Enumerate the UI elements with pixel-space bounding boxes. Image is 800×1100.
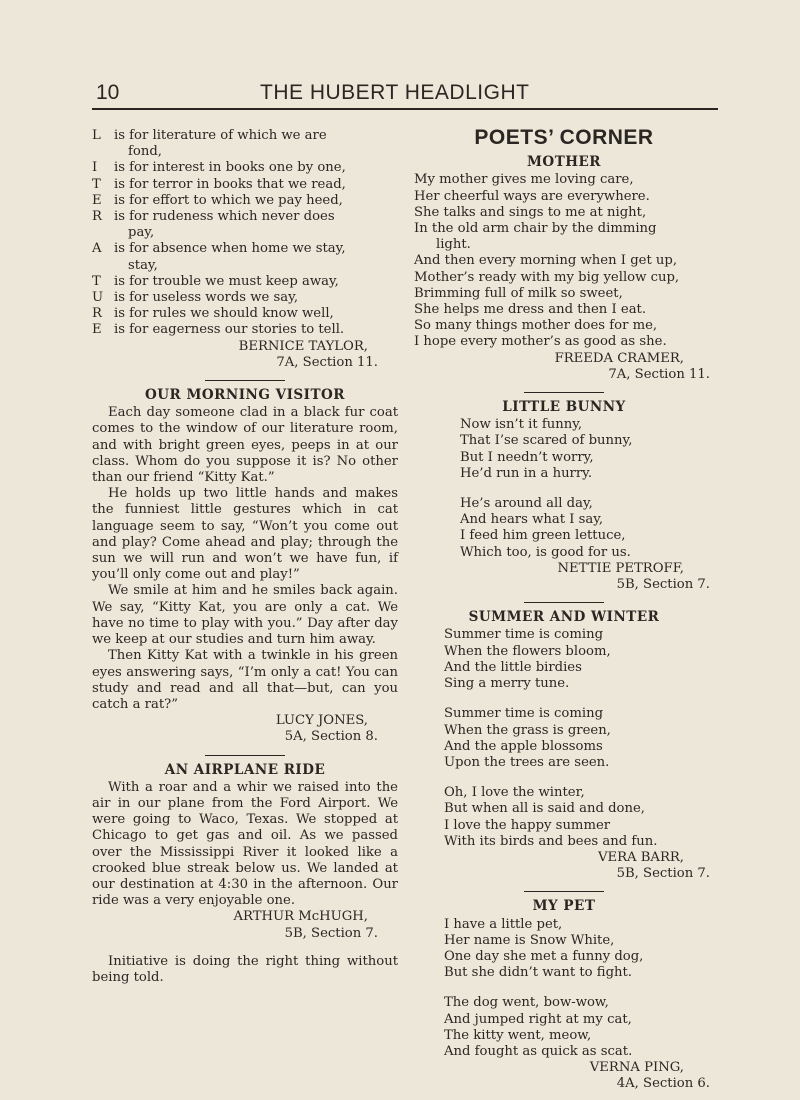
left-column: [92, 128, 398, 986]
poem-title: SUMMER AND WINTER: [468, 609, 660, 626]
acrostic-line: T is for terror in books that we read,: [92, 176, 346, 192]
publication-title: THE HUBERT HEADLIGHT: [260, 81, 530, 104]
acrostic-line: T is for trouble we must keep away,: [92, 273, 339, 289]
author-signature: VERNA PING, 4A, Section 6.: [589, 1060, 710, 1092]
section-divider: [524, 891, 604, 892]
author-signature: ARTHUR McHUGH, 5B, Section 7.: [233, 909, 378, 941]
acrostic-line: I is for interest in books one by one,: [92, 160, 346, 176]
author-signature: LUCY JONES, 5A, Section 8.: [275, 713, 378, 745]
poem-mother: My mother gives me loving care, Her cheerful ways are everywhere. She talks and sings to me at night, In the old arm chair by the dimming light. And then every morning when I get up, Mother’s ready with my big yellow cup, Brimming full of milk so sweet, She helps me dress and then I eat. So many things mother does for me, I hope every mother’s as good as she.: [414, 172, 680, 350]
initiative-quote: Initiative is doing the right thing without being told.: [92, 953, 398, 985]
article-title: AN AIRPLANE RIDE: [164, 761, 326, 778]
poem-summer-and-winter: Summer time is coming When the flowers bloom, And the little birdies Sing a merry tune. Summer time is coming When the grass is green, And the apple blossoms Upon the trees are seen. Oh, I love the winter, But when all is said and done, I love the happy summer With its birds and bees and fun.: [444, 627, 658, 849]
header-rule: [92, 108, 718, 110]
acrostic-line: A is for absence when home we stay, stay,: [92, 241, 346, 273]
author-signature: VERA BARR, 5B, Section 7.: [597, 849, 710, 882]
page-header: [92, 80, 718, 110]
article-paragraph: He holds up two little hands and makes the funniest little gestures which in cat language seem to say, “Won’t you come out and play? Come ahead and play; through the sun we will run and won’t we have fun, if you’ll only come out and play!”: [92, 486, 398, 583]
right-column: [414, 128, 714, 1093]
article-paragraph: We smile at him and he smiles back again. We say, “Kitty Kat, you are only a cat. We have no time to play with you.” Day after day we keep at our studies and turn him away.: [92, 583, 398, 648]
page-number: 10: [96, 81, 120, 104]
poets-corner-title: POETS’ CORNER: [474, 126, 654, 149]
article-paragraph: Each day someone clad in a black fur coat comes to the window of our literature room, and with bright green eyes, peeps in at our class. Whom do you suppose it is? No other than our friend “Kitty Kat.”: [92, 405, 398, 486]
acrostic-line: E is for effort to which we pay heed,: [92, 192, 343, 208]
acrostic-line: R is for rudeness which never does pay,: [92, 209, 335, 241]
poem-title: MOTHER: [526, 154, 601, 171]
section-divider: [205, 380, 285, 381]
acrostic-line: E is for eagerness our stories to tell.: [92, 322, 345, 338]
literature-acrostic: [92, 128, 398, 339]
poem-title: LITTLE BUNNY: [502, 399, 626, 416]
poem-my-pet: I have a little pet, Her name is Snow White, One day she met a funny dog, But she didn’t want to fight. The dog went, bow-wow, And jumped right at my cat, The kitty went, meow, And fought as quick as scat.: [444, 916, 644, 1059]
article-title: OUR MORNING VISITOR: [145, 387, 345, 404]
poem-title: MY PET: [532, 898, 596, 915]
article-paragraph: Then Kitty Kat with a twinkle in his green eyes answering says, “I’m only a cat! You can study and read and all that—but, can you catch a rat?”: [92, 648, 398, 712]
author-signature: FREEDA CRAMER, 7A, Section 11.: [554, 350, 710, 382]
acrostic-line: L is for literature of which we are fond,: [92, 128, 327, 160]
section-divider: [205, 755, 285, 756]
section-divider: [524, 392, 604, 393]
poem-little-bunny: Now isn’t it funny, That I’se scared of bunny, But I needn’t worry, He’d run in a hurry. He’s around all day, And hears what I say, I feed him green lettuce, Which too, is good for us.: [460, 417, 633, 560]
author-signature: BERNICE TAYLOR, 7A, Section 11.: [238, 338, 378, 370]
acrostic-line: R is for rules we should know well,: [92, 306, 334, 322]
article-paragraph: With a roar and a whir we raised into the air in our plane from the Ford Airport. We were going to Waco, Texas. We stopped at Chicago to get gas and oil. As we passed over the Mississippi River it looked like a crooked blue streak below us. We landed at our destination at 4:30 in the afternoon. Our ride was a very enjoyable one.: [92, 779, 398, 909]
section-divider: [524, 602, 604, 603]
acrostic-line: U is for useless words we say,: [92, 290, 299, 306]
author-signature: NETTIE PETROFF, 5B, Section 7.: [557, 560, 710, 593]
